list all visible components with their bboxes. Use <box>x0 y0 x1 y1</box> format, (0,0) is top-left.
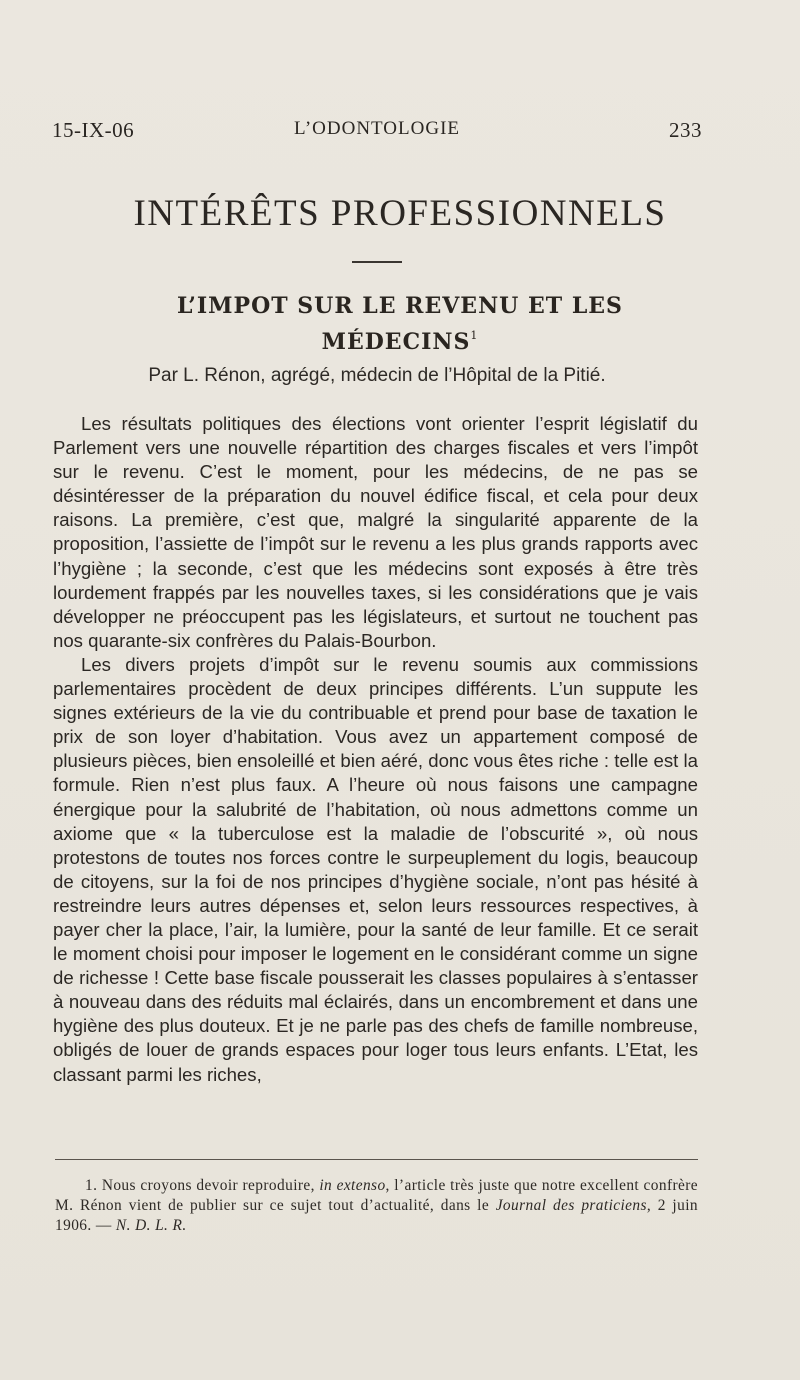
section-title: INTÉRÊTS PROFESSIONNELS <box>133 193 667 234</box>
footnote-divider <box>55 1159 698 1160</box>
footnote-reference: 1 <box>470 329 479 342</box>
article-body <box>53 412 698 1087</box>
running-head <box>52 118 702 148</box>
header-date: 15-IX-06 <box>52 118 135 142</box>
footnote-segment: , l’article très juste que notre excellent confrère M. Rénon vient de publier sur ce sujet tout d’actualité, dans le <box>55 1177 699 1214</box>
footnote-italic: Journal des praticiens <box>495 1197 647 1214</box>
footnote-text <box>55 1176 698 1236</box>
footnote-segment: Nous croyons devoir reproduire, <box>101 1177 315 1194</box>
footnote-marker: 1. <box>85 1177 98 1194</box>
title-divider <box>352 261 402 263</box>
paragraph: Les divers projets d’impôt sur le revenu soumis aux commissions parlementaires procèdent de deux principes différents. L’un suppute les signes extérieurs de la vie du contribuable et prend pour base de taxation le prix de son loyer d’habitation. Vous avez un appartement composé de plusieurs pièces, bien ensoleillé et bien aéré, donc vous êtes riche : telle est la formule. Rien n’est plus faux. A l’heure où nous faisons une campagne énergique pour la salubrité de l’habitation, où nous admettons comme un axiome que « la tuberculose est la maladie de l’obscurité », où nous protestons de toutes nos forces contre le surpeuplement du logis, beaucoup de citoyens, sur la foi de nos principes d’hygiène sociale, n’ont pas hésité à restreindre leurs autres dépenses et, selon leurs ressources respectives, à payer cher la place, l’air, la lumière, pour la santé de leur famille. Et ce serait le moment choisi pour imposer le logement en le considérant comme un signe de richesse ! Cette base fiscale pousserait les classes populaires à s’entasser à nouveau dans des réduits mal éclairés, dans un encombrement et dans une hygiène des plus douteux. Et je ne parle pas des chefs de famille nombreuse, obligés de louer de grands espaces pour loger tous leurs enfants. L’Etat, les classant parmi les riches, <box>53 653 698 1085</box>
article-byline: Par L. Rénon, agrégé, médecin de l’Hôpital de la Pitié. <box>148 365 606 386</box>
article-title-text: L’IMPOT SUR LE REVENU ET LES MÉDECINS <box>177 293 623 355</box>
footnote <box>55 1176 698 1236</box>
article-title <box>100 292 700 357</box>
footnote-italic: N. D. L. R. <box>115 1217 187 1234</box>
footnote-segment: , 2 juin 1906. — <box>55 1197 698 1234</box>
footnote-italic: in extenso <box>319 1177 386 1194</box>
paragraph: Les résultats politiques des élections vont orienter l’esprit législatif du Parlement vers une nouvelle répartition des charges fiscales et vers l’impôt sur le revenu. C’est le moment, pour les médecins, de ne pas se désintéresser de la préparation du nouvel édifice fiscal, et cela pour deux raisons. La première, c’est que, malgré la singularité apparente de la proposition, l’assiette de l’impôt sur le revenu a les plus grands rapports avec l’hygiène ; la seconde, c’est que les médecins sont exposés à être très lourdement frappés par les nouvelles taxes, si les considérations que je vais développer ne préoccupent pas les législateurs, et surtout ne touchent pas nos quarante-six confrères du Palais-Bourbon. <box>53 413 698 651</box>
header-journal-title: L’ODONTOLOGIE <box>293 118 461 139</box>
page-number: 233 <box>669 118 702 142</box>
